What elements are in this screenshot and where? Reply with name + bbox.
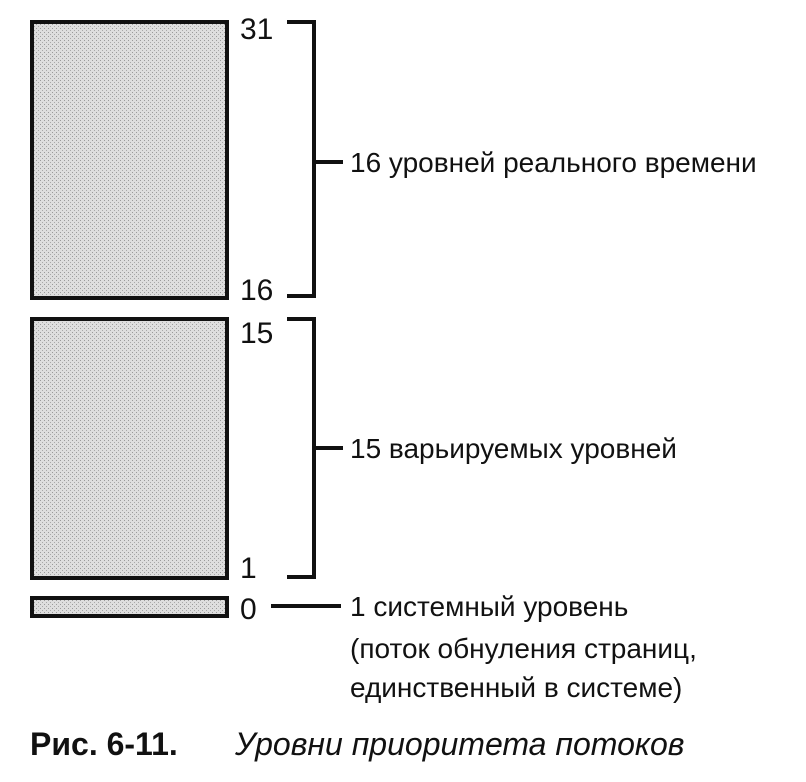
level-31-label: 31 xyxy=(240,13,274,46)
system-level-label-line1: 1 системный уровень xyxy=(350,591,629,622)
realtime-priority-block xyxy=(32,22,227,298)
realtime-bracket xyxy=(287,22,314,296)
system-level-label-line3: единственный в системе) xyxy=(350,672,683,703)
figure-title: Уровни приоритета потоков xyxy=(235,726,685,762)
level-0-label: 0 xyxy=(240,593,257,626)
level-16-label: 16 xyxy=(240,274,274,307)
level-1-label: 1 xyxy=(240,552,257,585)
level-15-label: 15 xyxy=(240,317,274,350)
system-level-label-line2: (поток обнуления страниц, xyxy=(350,633,697,664)
variable-levels-label: 15 варьируемых уровней xyxy=(350,433,677,464)
system-priority-block xyxy=(32,598,227,616)
realtime-levels-label: 16 уровней реального времени xyxy=(350,147,757,178)
variable-priority-block xyxy=(32,319,227,578)
variable-bracket xyxy=(287,319,314,577)
figure-number: Рис. 6-11. xyxy=(30,726,178,762)
